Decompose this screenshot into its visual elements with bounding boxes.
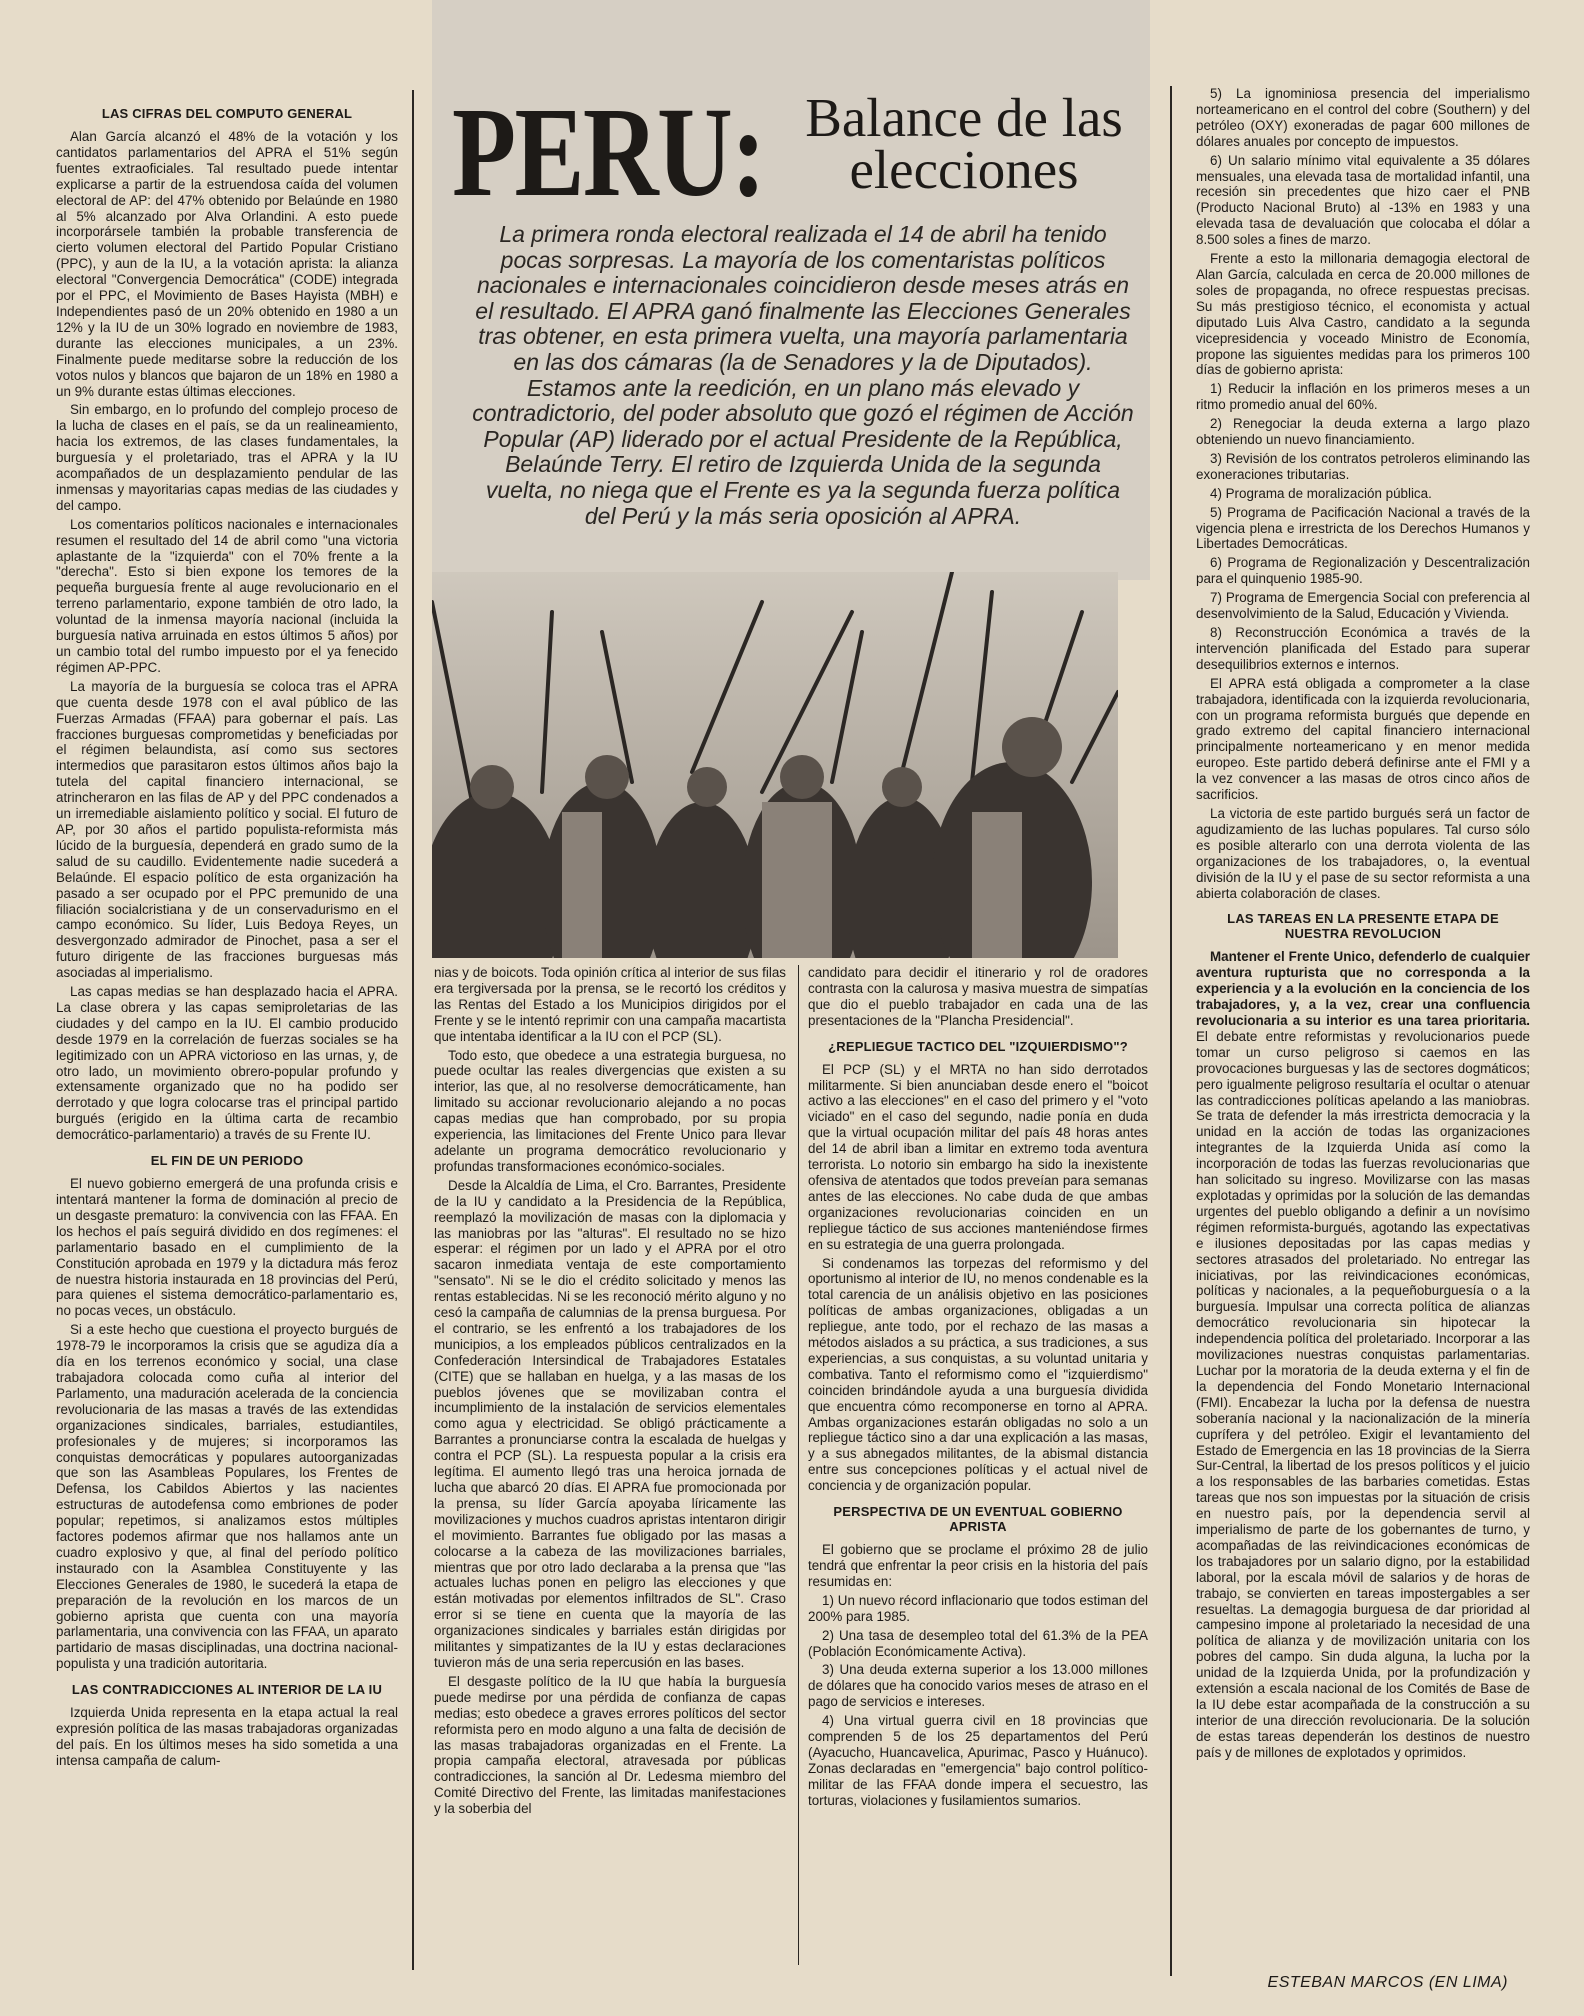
column-rule-left bbox=[412, 90, 414, 1970]
column-rule-right bbox=[1170, 86, 1172, 1976]
section-heading: EL FIN DE UN PERIODO bbox=[150, 1153, 304, 1169]
paragraph: El PCP (SL) y el MRTA no han sido derrotados militarmente. Si bien anunciaban desde enero el "boicot activo a las elecciones" en el caso del primero y el "voto viciado" en el caso del segundo, nadie ponía en duda que la virtual ocupación militar del país 48 horas antes del 14 de abril iban a limitar en extremo toda aventura terrorista. Lo notorio sin embargo ha sido la inexistente ofensiva de atentados que todos preveían para semanas antes de las elecciones. No cabe duda de que ambas organizaciones revolucionarias coinciden en un repliegue táctico de sus acciones manteniéndose firmes en su estrategia de una guerra prolongada. bbox=[808, 1061, 1148, 1252]
crowd-with-staffs-photo bbox=[432, 572, 1118, 958]
paragraph: Si a este hecho que cuestiona el proyecto burgués de 1978-79 le incorporamos la crisis que se agudiza día a día en los terrenos económico y social, una clase trabajadora colocada como cuña al interior del Parlamento, una maduración acelerada de la conciencia revolucionaria de las masas a través de las extendidas organizaciones sindicales, barriales, estudiantiles, profesionales y de mujeres; si incorporamos las conquistas democráticas y populares autoorganizadas que son las Asambleas Populares, los Frentes de Defensa, los Cabildos Abiertos y las nacientes estructuras de autodefensa como embriones de poder popular; repetimos, si analizamos estos múltiples factores podemos afirmar que nos hallamos ante un cuadro explosivo y que, al final del período político instaurado con la Asamblea Constituyente y las Elecciones Generales de 1980, le sucederá la etapa de preparación de la revolución en los marcos de un gobierno aprista que cuenta con una mayoría parlamentaria, una convivencia con las FFAA, un aparato partidario de masas disciplinadas, una doctrina nacional-populista y una tradición autoritaria. bbox=[56, 1322, 398, 1672]
paragraph: Si condenamos las torpezas del reformismo y del oportunismo al interior de IU, no menos condenable es la total carencia de un análisis objetivo en las posiciones políticas de ambas organizaciones, obligadas a un repliegue, ante todo, por el rechazo de las masas a métodos aislados a su práctica, a sus tradiciones, a sus experiencias, a sus conquistas, a su voluntad unitaria y combativa. Tanto el reformismo como el "izquierdismo" coinciden brindándole ayuda a una burguesía dividida que encuentra cómo recomponerse en torno al APRA. Ambas organizaciones estarán obligadas no solo a un repliegue táctico sino a dar una explicación a las masas, y a sus abnegados militantes, de la abismal distancia entre sus concepciones políticas y el actual nivel de conciencia y de organización popular. bbox=[808, 1255, 1148, 1494]
paragraph: Desde la Alcaldía de Lima, el Cro. Barrantes, Presidente de la IU y candidato a la Presidencia de la República, reemplazó la movilización de masas con la diplomacia y las maniobras por las "alturas". El resultado no se hizo esperar: el régimen por un lado y el APRA por el otro sacaron inmediata ventaja de este comportamiento "sensato". Ni se le dio el crédito solicitado y menos las rentas establecidas. Ni se les reconoció mérito alguno y no cesó la campaña de calumnias de la prensa burguesa. Por el contrario, se les enfrentó a los trabajadores de los municipios, a los empleados públicos centralizados en la Confederación Intersindical de Trabajadores Estatales (CITE) que se hallaban en huelga, y a las masas de los pueblos jóvenes que se movilizaban contra el incumplimiento de la instalación de servicios elementales como agua y electricidad. Se obligó prácticamente a Barrantes a pronunciarse contra la escalada de huelgas y contra el PCP (SL). La respuesta popular a la crisis era legítima. El aumento llegó tras una heroica jornada de lucha que abarcó 20 días. El APRA fue promocionada por la prensa, su líder García apoyaba líricamente las movilizaciones y muchos cuadros apristas intentaron dirigir el movimiento. Barrantes fue obligado por las masas a colocarse a la cabeza de las movilizaciones barriales, mientras que por otro lado declaraba a la prensa que "las actuales luchas ponen en peligro las elecciones y que están motivadas por elementos infiltrados de SL". Craso error si se tiene en cuenta que la mayoría de las organizaciones sindicales y barriales están dirigidas por militantes y simpatizantes de la IU y estas declaraciones tuvieron más de una seria repercusión en las bases. bbox=[434, 1177, 786, 1670]
list-item: 2) Renegociar la deuda externa a largo plazo obteniendo un nuevo financiamiento. bbox=[1196, 416, 1530, 448]
list-item: 3) Revisión de los contratos petroleros eliminando las exoneraciones tributarias. bbox=[1196, 450, 1530, 482]
column-2 bbox=[434, 965, 786, 1820]
column-4 bbox=[1196, 86, 1530, 1764]
paragraph bbox=[1196, 949, 1530, 1760]
paragraph: Los comentarios políticos nacionales e internacionales resumen el resultado del 14 de abril como "una victoria aplastante de la "izquierda" con el 70% frente a la "derecha". Esto si bien expone los temores de la pequeña burguesía frente al auge revolucionario en el terreno parlamentario, expone también de otro lado, la voluntad de la inmensa mayoría nacional (incluida la burguesía nativa arruinada en estos últimos 5 años) por un cambio total del rumbo impuesto por el ya fenecido régimen AP-PPC. bbox=[56, 516, 398, 675]
column-1 bbox=[56, 96, 398, 1772]
paragraph: Izquierda Unida representa en la etapa actual la real expresión política de las masas trabajadoras organizadas del país. En los últimos meses ha sido sometida a una intensa campaña de calum- bbox=[56, 1705, 398, 1768]
paragraph: Frente a esto la millonaria demagogia electoral de Alan García, calculada en cerca de 20.000 millones de soles de propaganda, no ofrece respuestas precisas. Su más prestigioso técnico, el economista y actual diputado Luis Alva Castro, candidato a la segunda vicepresidencia y voceado Ministro de Economía, propone las siguientes medidas para los primeros 100 días de gobierno aprista: bbox=[1196, 251, 1530, 378]
paragraph: El APRA está obligada a comprometer a la clase trabajadora, identificada con la izquierda revolucionaria, con un programa reformista burgués que depende en grado extremo del capital financiero internacional principalmente norteamericano y en menor medida europeo. Este partido deberá definirse ante el FMI y a la vez convencer a las masas de otros cinco años de sacrificios. bbox=[1196, 675, 1530, 803]
list-item: 3) Una deuda externa superior a los 13.000 millones de dólares que ha conocido varios meses de atraso en el pago de servicios e intereses. bbox=[808, 1662, 1148, 1710]
list-item: 6) Programa de Regionalización y Descentralización para el quinquenio 1985-90. bbox=[1196, 555, 1530, 587]
list-item: 1) Un nuevo récord inflacionario que todos estiman del 200% para 1985. bbox=[808, 1592, 1148, 1624]
list-item: 8) Reconstrucción Económica a través de la intervención planificada del Estado para superar desequilibrios externos e internos. bbox=[1196, 625, 1530, 672]
list-item: 4) Programa de moralización pública. bbox=[1210, 485, 1432, 501]
column-3 bbox=[808, 965, 1148, 1812]
section-heading: LAS CONTRADICCIONES AL INTERIOR DE LA IU bbox=[71, 1682, 383, 1698]
list-item: 1) Reducir la inflación en los primeros meses a un ritmo promedio anual del 60%. bbox=[1196, 381, 1530, 413]
paragraph: Las capas medias se han desplazado hacia el APRA. La clase obrera y las capas semiproletarias de las ciudades y del campo en la IU. El cambio producido desde 1979 en la correlación de fuerzas sociales se ha legitimizado con un APRA victorioso en las urnas, y, de otro lado, un movimiento obrero-popular profundo y extensamente organizado que no ha podido ser derrotado y que logra colocarse tras el principal partido burgués (erigido en la última carta de recambio democrático-parlamentario) a través de su Frente IU. bbox=[56, 984, 398, 1143]
column-rule-mid bbox=[798, 965, 799, 1965]
list-item: 7) Programa de Emergencia Social con preferencia al desenvolvimiento de la Salud, Educación y Vivienda. bbox=[1196, 590, 1530, 622]
section-heading: LAS TAREAS EN LA PRESENTE ETAPA DE NUESTRA REVOLUCION bbox=[1227, 911, 1499, 942]
author-signature: ESTEBAN MARCOS (EN LIMA) bbox=[1267, 1974, 1508, 1991]
photo-illustration bbox=[432, 572, 1118, 958]
section-heading: PERSPECTIVA DE UN EVENTUAL GOBIERNO APRISTA bbox=[833, 1504, 1123, 1535]
bold-lead-in: Mantener el Frente Unico, defenderlo de cualquier aventura rupturista que no corresponda a la experiencia y a la evolución en la conciencia de los trabajadores, y, a la vez, crear una confluencia revolucionaria a su interior es una tarea prioritaria. bbox=[1196, 949, 1530, 1029]
paragraph-body: El debate entre reformistas y revolucionarios puede tomar un curso peligroso si caemos en las provocaciones burguesas y las de sectores dogmáticos; pero igualmente peligroso resultaría el ocultar o atenuar las contradicciones políticas apelando a las maniobras. Se trata de defender la más irrestricta democracia y la unidad en la acción de todas las organizaciones integrantes de la Izquierda Unida así como la incorporación de todas las fuerzas revolucionarias que han solicitado su ingreso. Movilizarse con las masas explotadas y oprimidas por la solución de las demandas urgentes del pueblo obligando a definir a un novísimo régimen reformista-burgués, agotando las expectativas e ilusiones depositadas por las capas medias y sectores atrasados del proletariado. No entregar las iniciativas, por las reivindicaciones económicas, políticas y nacionales, a la pequeñoburguesía o a la burguesía. Impulsar una correcta política de alianzas democrático revolucionaria sin hipotecar la independencia política del proletariado. Incorporar a las movilizaciones nuestras conquistas parlamentarias. Luchar por la moratoria de la deuda externa y el fin de la dependencia del Fondo Monetario Internacional (FMI). Encabezar la lucha por la defensa de nuestra soberanía nacional y la nacionalización de la minería cuprífera y del petróleo. Exigir el levantamiento del Estado de Emergencia en las 18 provincias de la Sierra Sur-Central, la libertad de los presos políticos y el juicio a los responsables de las barbaries cometidas. Estas tareas que nos son impuestas por la situación de crisis en nuestro país, por la dependencia servil al imperialismo de parte de los gobernantes de turno, y acompañadas de las reivindicaciones económicas de los trabajadores por un salario digno, por la estabilidad laboral, por la escala móvil de salarios y de horas de trabajo, se convierten en tareas impostergables a ser resueltas. La demagogia burguesa de dar prioridad al campesino impone al proletariado la necesidad de una política de alianza y de movilización unitaria con los pobres del campo. Sin duda alguna, la lucha por la unidad de la Izquierda Unida, por la profundización y extensión a escala nacional de los Comités de Base de la IU debe estar acompañada de la construcción a su interior de una dirección revolucionaria. De la solución de estas tareas dependerán los destinos de nuestro país y de millones de explotados y oprimidos. bbox=[1196, 1028, 1530, 1760]
headline-main: PERU: bbox=[452, 81, 765, 223]
paragraph: El gobierno que se proclame el próximo 28 de julio tendrá que enfrentar la peor crisis en la historia del país resumidas en: bbox=[808, 1542, 1148, 1589]
paragraph: La victoria de este partido burgués será un factor de agudizamiento de las luchas populares. Tal curso sólo es posible alterarlo con una derrota violenta de las organizaciones de los trabajadores, o, la eventual división de la IU y el pase de su sector reformista a una abierta colaboración de clases. bbox=[1196, 805, 1530, 901]
paragraph: El nuevo gobierno emergerá de una profunda crisis e intentará mantener la forma de dominación al precio de un desgaste prematuro: la convivencia con las FFAA. En los hechos el país seguirá dividido en dos regímenes: el parlamentario basado en el cumplimiento de la Constitución aprobada en 1979 y la dictadura más feroz de nuestra historia instaurada en 18 provincias del Perú, para quienes el sistema democrático-parlamentario es, no pocas veces, un obstáculo. bbox=[56, 1176, 398, 1319]
list-item: 6) Un salario mínimo vital equivalente a 35 dólares mensuales, una elevada tasa de mortalidad infantil, una recesión sin precedentes que hizo caer el PNB (Producto Nacional Bruto) al -13% en 1983 y una elevada tasa de devaluación que colocaba el dólar a 8.500 soles a fines de marzo. bbox=[1196, 152, 1530, 248]
paragraph: candidato para decidir el itinerario y rol de oradores contrasta con la calurosa y masiva muestra de simpatías que dio el pueblo trabajador en cada una de las presentaciones de la "Plancha Presidencial". bbox=[808, 965, 1148, 1028]
lead-paragraph: La primera ronda electoral realizada el 14 de abril ha tenido pocas sorpresas. La mayoría de los comentaristas políticos nacionales e internacionales coincidieron desde meses atrás en el resultado. El APRA ganó finalmente las Elecciones Generales tras obtener, en esta primera vuelta, una mayoría parlamentaria en las dos cámaras (la de Senadores y la de Diputados). Estamos ante la reedición, en un plano más elevado y contradictorio, del poder absoluto que gozó el régimen de Acción Popular (AP) liderado por el actual Presidente de la República, Belaúnde Terry. El retiro de Izquierda Unida de la segunda vuelta, no niega que el Frente es ya la segunda fuerza política del Perú y la más seria oposición al APRA. bbox=[472, 221, 1134, 529]
paragraph: La mayoría de la burguesía se coloca tras el APRA que cuenta desde 1978 con el aval público de las Fuerzas Armadas (FFAA) para gobernar el país. Las fracciones burguesas comprometidas y beneficiadas por el régimen belaundista, así como sus sectores intermedios que parasitaron estos últimos años bajo la tutela del capital financiero internacional, se atrincheraron en las filas de AP y del PPC condenados a un irremediable aislamiento político y social. El futuro de AP, por 30 años el partido populista-reformista más lúcido de la burguesía, dependerá en grado sumo de la salud de su caudillo. Evidentemente nadie sucederá a Belaúnde. El espacio político de esta organización ha pasado a ser ocupado por el PPC premunido de una filiación socialcristiana y de un conservadurismo en el campo económico. Su líder, Luis Bedoya Reyes, un desvergonzado admirador de Pinochet, pasa a ser el futuro dirigente de las fracciones burguesas más asociadas al imperialismo. bbox=[56, 678, 398, 981]
list-item: 2) Una tasa de desempleo total del 61.3% de la PEA (Población Económicamente Activa). bbox=[808, 1627, 1148, 1659]
section-heading: ¿REPLIEGUE TACTICO DEL "IZQUIERDISMO"? bbox=[828, 1038, 1128, 1054]
paragraph: nias y de boicots. Toda opinión crítica al interior de sus filas era tergiversada por la prensa, se le recortó los créditos y las Rentas del Estado a los Municipios dirigidos por el Frente y se le intentó reprimir con una campaña macartista que intentaba identificar a la IU con el PCP (SL). bbox=[434, 965, 786, 1044]
headline-subtitle: Balance de las elecciones bbox=[805, 87, 1123, 200]
section-heading: LAS CIFRAS DEL COMPUTO GENERAL bbox=[101, 106, 353, 121]
list-item: 5) Programa de Pacificación Nacional a través de la vigencia plena e irrestricta de los Derechos Humanos y Libertades Democráticas. bbox=[1196, 504, 1530, 552]
paragraph: El desgaste político de la IU que había la burguesía puede medirse por una pérdida de confianza de capas medias; esto obedece a graves errores políticos del sector reformista pero en modo alguno a una falta de decisión de las masas trabajadoras organizadas en el Frente. La propia campaña electoral, atravesada por públicas contradicciones, la sanción al Dr. Ledesma miembro del Comité Directivo del Frente, las limitadas manifestaciones y la soberbia del bbox=[434, 1673, 786, 1817]
list-item: 4) Una virtual guerra civil en 18 provincias que comprenden 5 de los 25 departamentos del Perú (Ayacucho, Huancavelica, Apurimac, Pasco y Huánuco). Zonas declaradas en "emergencia" bajo control político-militar de las FFAA donde impera el secuestro, las torturas, violaciones y fusilamientos sumarios. bbox=[808, 1713, 1148, 1808]
list-item: 5) La ignominiosa presencia del imperialismo norteamericano en el control del cobre (Southern) y del petróleo (OXY) exoneradas de pagar 600 millones de dólares anuales por concepto de impuestos. bbox=[1196, 86, 1530, 149]
paragraph: Todo esto, que obedece a una estrategia burguesa, no puede ocultar las reales divergencias que existen a su interior, las que, al no resolverse democráticamente, han limitado su accionar revolucionario alejando a no pocas capas medias que han comprobado, por su propia experiencia, las limitaciones del Frente Unico para llevar adelante un programa democrático revolucionario y profundas transformaciones económico-sociales. bbox=[434, 1047, 786, 1174]
paragraph: Sin embargo, en lo profundo del complejo proceso de la lucha de clases en el país, se da un realineamiento, hacia los extremos, de las clases fundamentales, la burguesía y el proletariado, tras el APRA y la IU acompañados de un desplazamiento pendular de las inmensas y mayoritarias capas medias de las ciudades y del campo. bbox=[56, 402, 398, 513]
paragraph: Alan García alcanzó el 48% de la votación y los cantidatos parlamentarios del APRA el 51% según fuentes extraoficiales. Tal resultado puede intentar explicarse a partir de la estruendosa caída del volumen electoral de AP: del 47% obtenido por Belaúnde en 1980 al 5% alcanzado por Alva Orlandini. A esto puede incorporársele también la probable transferencia de cierto volumen electoral del Partido Popular Cristiano (PPC), y aun de la IU, a la votación aprista: la alianza electoral "Convergencia Democrática" (CODE) integrada por el PPC, el Movimiento de Bases Hayista (MBH) e Independientes pasó de un 20% obtenido en 1980 a un 12% y la IU de un 30% logrado en noviembre de 1983, durante las elecciones municipales, a un 23%. Finalmente puede meditarse sobre la reducción de los votos nulos y blancos que bajaron de un 18% en 1980 a un 9% durante estas últimas elecciones. bbox=[56, 129, 398, 399]
